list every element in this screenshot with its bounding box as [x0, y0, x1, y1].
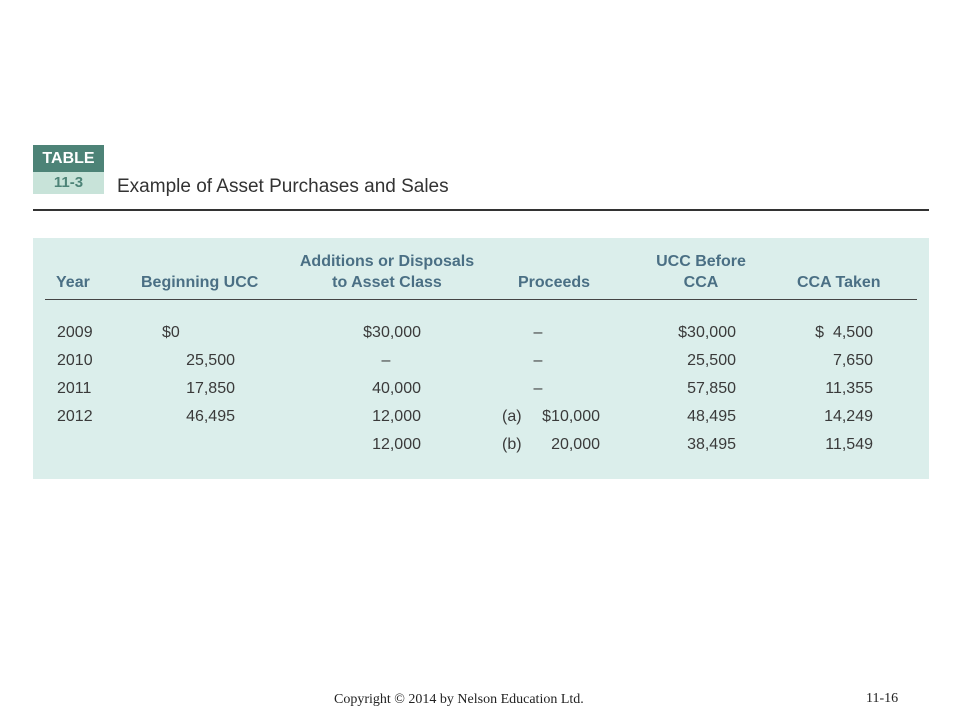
table-title: Example of Asset Purchases and Sales	[117, 176, 449, 197]
row-2012-additions: 12,000	[372, 408, 421, 425]
table-tag-label: TABLE	[33, 145, 104, 172]
row-2012-ucc-before: 48,495	[687, 408, 736, 425]
row-2011-cca-taken: 11,355	[825, 380, 873, 397]
row-2012-proceeds-label: (a)	[502, 408, 522, 425]
row-2010-ucc-before: 25,500	[687, 352, 736, 369]
row-2010-additions: –	[381, 352, 391, 369]
row-2012-beginning-ucc: 46,495	[186, 408, 235, 425]
copyright-footer: Copyright © 2014 by Nelson Education Ltd.	[334, 692, 584, 707]
row-2009-year: 2009	[57, 324, 93, 341]
header-additions	[290, 251, 484, 293]
row-2009-cca-taken: $ 4,500	[815, 324, 873, 341]
row-2012b-ucc-before: 38,495	[687, 436, 736, 453]
row-2012-proceeds: $10,000	[542, 408, 600, 425]
row-2012b-proceeds: 20,000	[551, 436, 600, 453]
row-2012-year: 2012	[57, 408, 93, 425]
title-divider	[33, 209, 929, 211]
row-2010-proceeds: –	[533, 352, 543, 369]
row-2009-additions: $30,000	[363, 324, 421, 341]
row-2012b-additions: 12,000	[372, 436, 421, 453]
header-cca-taken: CCA Taken	[797, 274, 881, 291]
row-2011-proceeds: –	[533, 380, 543, 397]
row-2010-beginning-ucc: 25,500	[186, 352, 235, 369]
header-divider	[45, 299, 917, 300]
row-2011-ucc-before: 57,850	[687, 380, 736, 397]
row-2011-year: 2011	[57, 380, 92, 397]
row-2010-cca-taken: 7,650	[832, 352, 873, 369]
row-2009-proceeds: –	[533, 324, 543, 341]
header-additions-line1: Additions or Disposals	[299, 253, 475, 270]
row-2012-cca-taken: 14,249	[824, 408, 873, 425]
row-2009-ucc-before: $30,000	[678, 324, 736, 341]
header-additions-line2: to Asset Class	[332, 274, 442, 291]
header-ucc-before	[646, 251, 756, 293]
header-beginning-ucc: Beginning UCC	[141, 274, 259, 291]
header-year: Year	[56, 274, 90, 291]
header-proceeds: Proceeds	[518, 274, 591, 291]
table-tag-number: 11-3	[33, 172, 104, 194]
row-2010-year: 2010	[57, 352, 93, 369]
row-2011-beginning-ucc: 17,850	[186, 380, 235, 397]
row-2009-beginning-ucc: $0	[162, 324, 180, 341]
row-2011-additions: 40,000	[372, 380, 421, 397]
page-number: 11-16	[866, 691, 899, 706]
row-2012b-cca-taken: 11,549	[825, 436, 873, 453]
header-ucc-before-line1: UCC Before	[656, 253, 746, 270]
row-2012b-proceeds-label: (b)	[502, 436, 522, 453]
header-ucc-before-line2: CCA	[683, 274, 719, 291]
